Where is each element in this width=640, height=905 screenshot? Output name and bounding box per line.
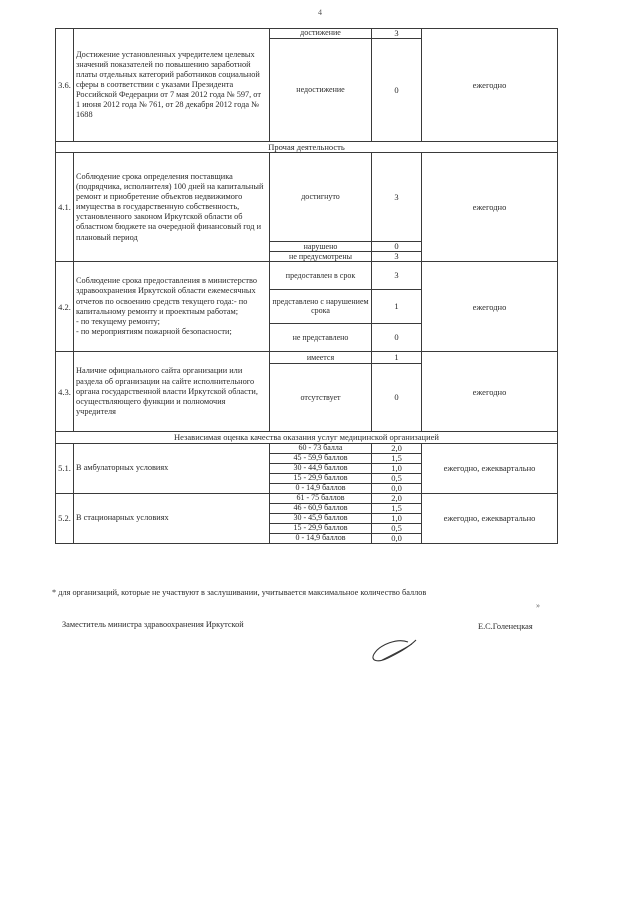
points: 0 <box>372 324 422 352</box>
points: 1,5 <box>372 503 422 513</box>
section-title: Прочая деятельность <box>56 142 558 153</box>
score-range: 15 - 29,9 баллов <box>270 473 372 483</box>
score-range: 15 - 29,9 баллов <box>270 523 372 533</box>
section-header-row <box>56 142 558 153</box>
period: ежегодно <box>422 153 558 262</box>
period: ежегодно, ежеквартально <box>422 493 558 543</box>
indicator-text: Соблюдение срока предоставления в министерство здравоохранения Иркутской области ежемесячных отчетов по освоению средств текущего года:- по капитальному ремонту и проектным работам; - по текущему ремонту; - по мероприятиям пожарной безопасности; <box>74 262 270 352</box>
points: 0 <box>372 364 422 432</box>
criterion: достижение <box>270 29 372 39</box>
indicator-text: Достижение установленных учредителем целевых значений показателей по повышению заработной платы отдельных категорий работников социальной сферы в соответствии с указами Президента Российской Федерации от 7 мая 2012 года № 597, от 1 июня 2012 года № 761, от 28 декабря 2012 года № 1688 <box>74 29 270 142</box>
score-range: 0 - 14,9 баллов <box>270 483 372 493</box>
criterion: не представлено <box>270 324 372 352</box>
indicator-text: Наличие официального сайта организации или раздела об организации на сайте исполнительного органа государственной власти Иркутской области, осуществляющего функции и полномочия учредителя <box>74 352 270 432</box>
criterion: достигнуто <box>270 153 372 242</box>
period: ежегодно <box>422 352 558 432</box>
indicator-text: В амбулаторных условиях <box>74 443 270 493</box>
points: 3 <box>372 262 422 290</box>
handwritten-signature <box>368 636 420 666</box>
criterion: имеется <box>270 352 372 364</box>
signer-title: Заместитель министра здравоохранения Иркутской <box>62 620 244 629</box>
indicator-text: Соблюдение срока определения поставщика (подрядчика, исполнителя) 100 дней на капитальный ремонт и приобретение объектов недвижимого имущества в государственную собственность, установленного законом Иркутской области об областном бюджете на очередной финансовый год и плановый период <box>74 153 270 262</box>
points: 2,0 <box>372 493 422 503</box>
points: 3 <box>372 252 422 262</box>
margin-mark: » <box>536 601 540 610</box>
points: 0,0 <box>372 483 422 493</box>
section-header-row <box>56 432 558 443</box>
row-number: 4.1. <box>56 153 74 262</box>
points: 1,0 <box>372 513 422 523</box>
score-range: 46 - 60,9 баллов <box>270 503 372 513</box>
points: 0 <box>372 242 422 252</box>
points: 1,5 <box>372 453 422 463</box>
period: ежегодно <box>422 29 558 142</box>
table-row <box>56 352 558 364</box>
points: 0,5 <box>372 473 422 483</box>
row-number: 3.6. <box>56 29 74 142</box>
table-row <box>56 443 558 453</box>
period: ежегодно <box>422 262 558 352</box>
points: 3 <box>372 29 422 39</box>
row-number: 4.3. <box>56 352 74 432</box>
points: 0,0 <box>372 533 422 543</box>
points: 1 <box>372 352 422 364</box>
table-row <box>56 493 558 503</box>
indicator-text: В стационарных условиях <box>74 493 270 543</box>
score-range: 61 - 75 баллов <box>270 493 372 503</box>
score-range: 30 - 44,9 баллов <box>270 463 372 473</box>
row-number: 5.1. <box>56 443 74 493</box>
table-row <box>56 262 558 290</box>
criterion: нарушено <box>270 242 372 252</box>
criterion: не предусмотрены <box>270 252 372 262</box>
footnote: * для организаций, которые не участвуют в заслушивании, учитывается максимальное количество баллов <box>52 588 427 597</box>
points: 2,0 <box>372 443 422 453</box>
score-range: 45 - 59,9 баллов <box>270 453 372 463</box>
criteria-table <box>55 28 558 544</box>
score-range: 30 - 45,9 баллов <box>270 513 372 523</box>
points: 0,5 <box>372 523 422 533</box>
criterion: представлено с нарушением срока <box>270 290 372 324</box>
score-range: 0 - 14,9 баллов <box>270 533 372 543</box>
points: 1,0 <box>372 463 422 473</box>
section-title: Независимая оценка качества оказания услуг медицинской организацией <box>56 432 558 443</box>
points: 3 <box>372 153 422 242</box>
points: 0 <box>372 39 422 142</box>
points: 1 <box>372 290 422 324</box>
criterion: недостижение <box>270 39 372 142</box>
row-number: 4.2. <box>56 262 74 352</box>
table-row <box>56 29 558 39</box>
page-number: 4 <box>318 8 322 17</box>
row-number: 5.2. <box>56 493 74 543</box>
score-range: 60 - 73 балла <box>270 443 372 453</box>
period: ежегодно, ежеквартально <box>422 443 558 493</box>
criterion: отсутствует <box>270 364 372 432</box>
signer-name: Е.С.Голенецкая <box>478 622 533 631</box>
table-row <box>56 153 558 242</box>
criterion: предоставлен в срок <box>270 262 372 290</box>
